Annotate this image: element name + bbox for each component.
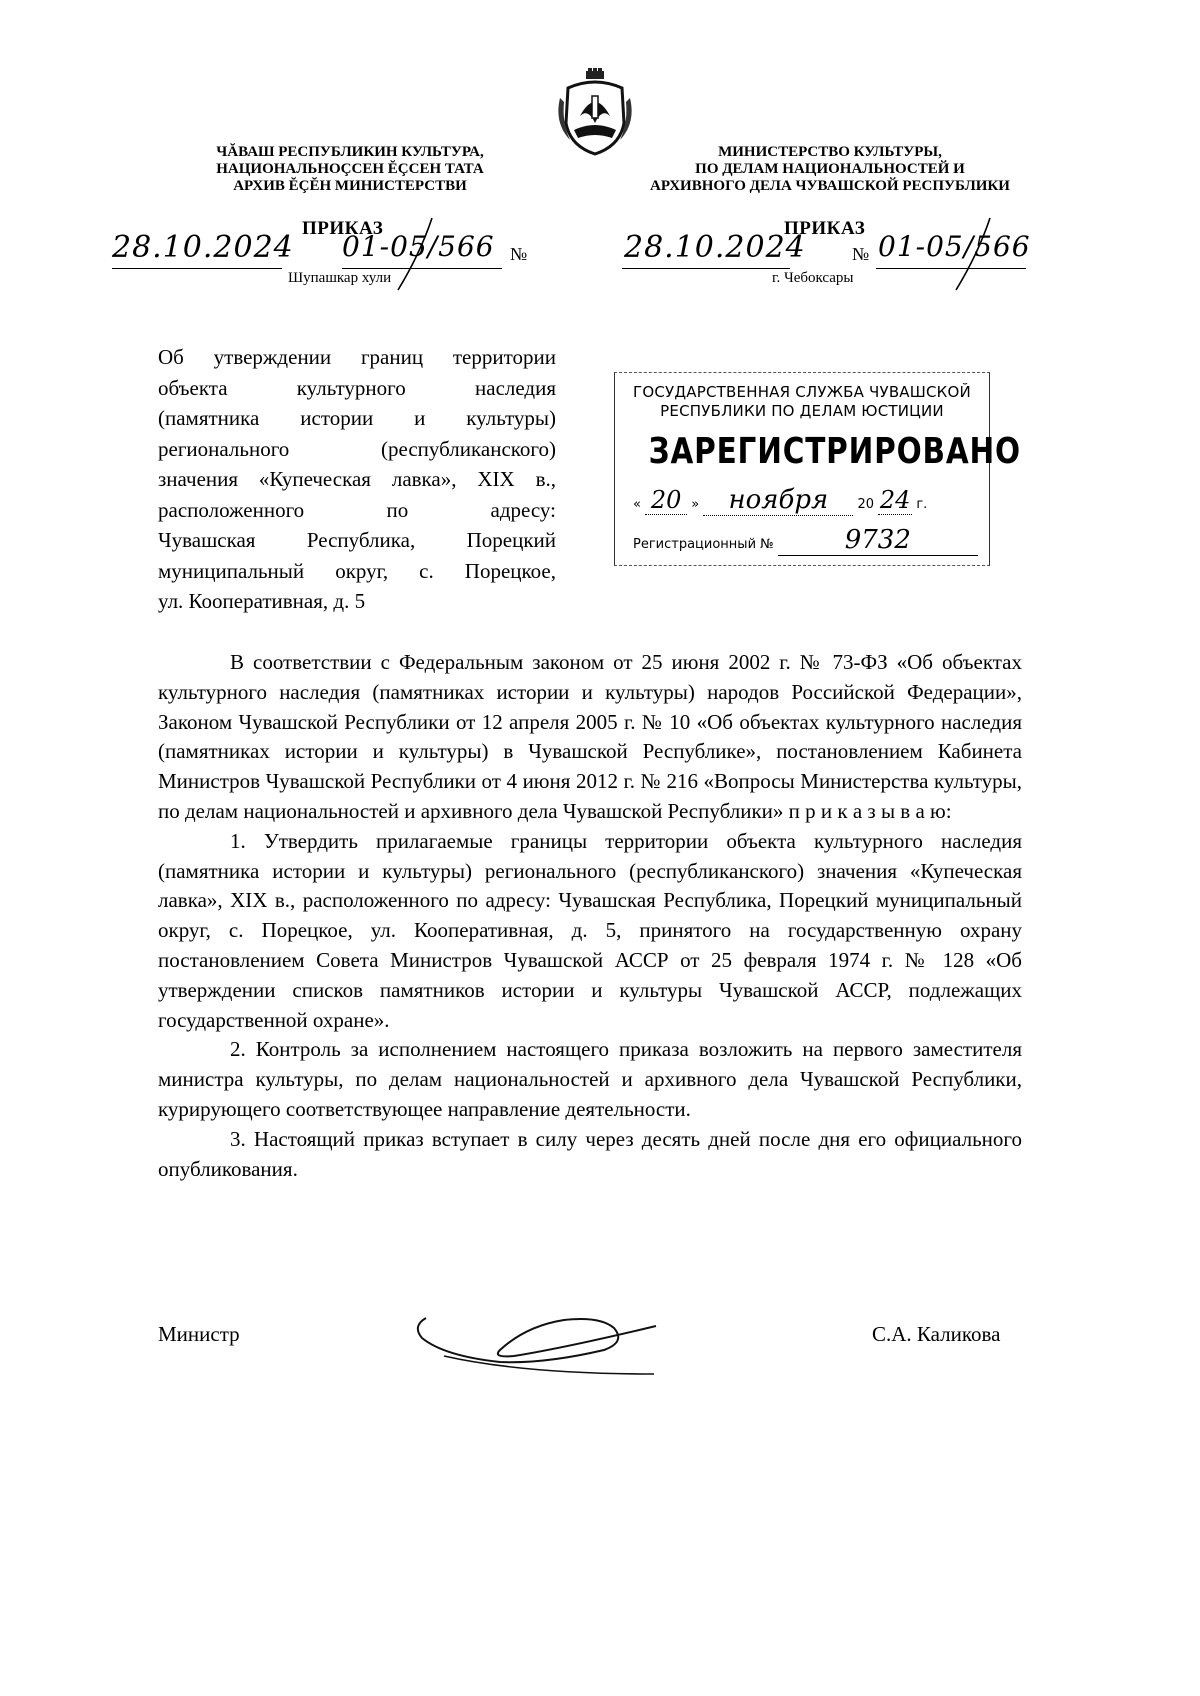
order-right-title: ПРИКАЗ xyxy=(784,218,866,239)
order-body xyxy=(158,648,1022,1184)
body-item: 2. Контроль за исполнением настоящего приказа возложить на первого заместителя министра культуры, по делам национальностей и архивного дела Чувашской Республики, курирующего соответствующее направление деятельности. xyxy=(158,1037,1022,1121)
body-preamble xyxy=(158,648,1022,827)
subject-line: расположенного по адресу: xyxy=(158,497,556,522)
subject-line: объекта культурного наследия xyxy=(158,375,556,400)
header-right-line: МИНИСТЕРСТВО КУЛЬТУРЫ, xyxy=(718,144,942,160)
stamp-org-line: ГОСУДАРСТВЕННАЯ СЛУЖБА ЧУВАШСКОЙ xyxy=(633,383,971,401)
body-item: 3. Настоящий приказ вступает в силу через десять дней после дня его официального опубликования. xyxy=(158,1126,1022,1181)
stamp-reg-number: 9732 xyxy=(778,525,978,556)
stamp-reg-row xyxy=(633,525,983,556)
order-right-place: г. Чебоксары xyxy=(772,270,854,286)
coat-of-arms-emblem xyxy=(550,68,640,156)
order-left-place: Шупашкар хули xyxy=(288,270,392,286)
subject-line: (памятника истории и культуры) xyxy=(158,406,556,430)
order-right-underline xyxy=(622,268,790,269)
signature-position: Министр xyxy=(158,1322,240,1346)
subject-line: значения «Купеческая лавка», XIX в., xyxy=(158,467,556,491)
subject-line: Об утверждении границ территории xyxy=(158,345,556,369)
stamp-day: 20 xyxy=(645,486,687,515)
header-right-line: АРХИВНОГО ДЕЛА ЧУВАШСКОЙ РЕСПУБЛИКИ xyxy=(650,178,1010,194)
stamp-reg-label: Регистрационный № xyxy=(633,537,774,552)
order-right-date: 28.10.2024 xyxy=(624,230,806,265)
stamp-quote-open: « xyxy=(633,497,641,512)
subject-line: ул. Кооперативная, д. 5 xyxy=(158,589,366,613)
handwritten-signature xyxy=(404,1300,664,1380)
stamp-date-row xyxy=(633,485,983,516)
order-left-underline xyxy=(112,268,282,269)
signature-name: С.А. Каликова xyxy=(872,1322,1001,1346)
header-left-line: АРХИВ ĔÇĔН МИНИСТЕРСТВИ xyxy=(233,178,467,194)
order-left-title: ПРИКАЗ xyxy=(302,218,384,239)
order-left-slash xyxy=(390,214,440,294)
stamp-year-suffix: г. xyxy=(916,497,928,512)
header-left xyxy=(180,144,520,195)
stamp-registered: ЗАРЕГИСТРИРОВАНО xyxy=(648,431,1021,472)
stamp-org-line: РЕСПУБЛИКИ ПО ДЕЛАМ ЮСТИЦИИ xyxy=(660,402,944,420)
order-right-slash xyxy=(948,214,998,294)
subject-line: муниципальный округ, с. Порецкое, xyxy=(158,558,556,583)
stamp-quote-close: » xyxy=(691,497,700,512)
header-right xyxy=(640,144,1020,195)
header-right-line: ПО ДЕЛАМ НАЦИОНАЛЬНОСТЕЙ И xyxy=(695,161,965,177)
preamble-text: В соответствии с Федеральным законом от 25 июня 2002 г. № 73-ФЗ «Об объектах культурного наследия (памятниках истории и культуры) народов Российской Федерации», Законом Чувашской Республики от 12 апреля 2005 г. № 10 «Об объектах культурного наследия (памятниках истории и культуры) в Чувашской Республике», постановлением Кабинета Министров Чувашской Республики от 4 июня 2012 г. № 216 «Вопросы Министерства культуры, по делам национальностей и архивного дела Чувашской Республики» xyxy=(158,650,1022,823)
order-left-date: 28.10.2024 xyxy=(112,230,294,265)
order-right-no-sign: № xyxy=(852,244,870,264)
order-right-number: 01-05/566 xyxy=(878,230,1031,263)
stamp-year-prefix: 20 xyxy=(857,497,875,512)
body-item: 1. Утвердить прилагаемые границы территории объекта культурного наследия (памятника истории и культуры) регионального (республиканского) значения «Купеческая лавка», XIX в., расположенного по адресу: Чувашская Республика, Порецкий муниципальный округ, с. Порецкое, ул. Кооперативная, д. 5, принятого на государственную охрану постановлением Совета Министров Чувашской АССР от 25 февраля 1974 г. № 128 «Об утверждении списков памятников истории и культуры Чувашской АССР, подлежащих государственной охране». xyxy=(158,828,1022,1032)
stamp-month: ноября xyxy=(703,485,853,516)
header-left-line: ЧĂВАШ РЕСПУБЛИКИН КУЛЬТУРА, xyxy=(216,144,484,160)
order-left-no-sign: № xyxy=(510,244,528,264)
order-left-number: 01-05/566 xyxy=(342,230,495,263)
stamp-year: 24 xyxy=(879,486,911,514)
order-subject xyxy=(158,342,556,617)
subject-line: Чувашская Республика, Порецкий xyxy=(158,528,556,552)
subject-line: регионального (республиканского) xyxy=(158,436,556,461)
order-word: п р и к а з ы в а ю: xyxy=(788,798,952,823)
header-left-line: НАЦИОНАЛЬНОÇСЕН ĔÇСЕН ТАТА xyxy=(216,161,484,177)
registration-stamp xyxy=(614,372,1021,566)
